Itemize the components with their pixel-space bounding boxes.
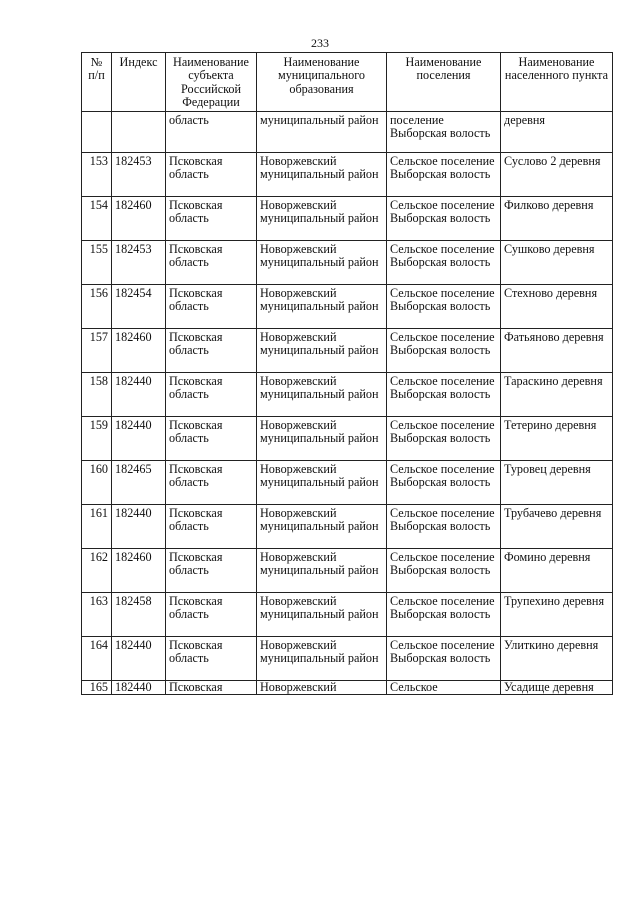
table-row-continuation — [82, 112, 613, 153]
cell-subject: Псковская область — [166, 153, 257, 197]
cell-subject: Псковская область — [166, 329, 257, 373]
cell-number: 158 — [82, 373, 112, 417]
header-subject: Наименование субъекта Российской Федерации — [166, 53, 257, 112]
table-row — [82, 637, 613, 681]
header-locality: Наименование населенного пункта — [501, 53, 613, 112]
cell-settlement: Сельское поселение Выборская волость — [387, 373, 501, 417]
cell-subject: Псковская область — [166, 285, 257, 329]
cell-index: 182453 — [112, 241, 166, 285]
table-row — [82, 285, 613, 329]
table-row — [82, 505, 613, 549]
cell-subject: Псковская область — [166, 593, 257, 637]
cell-index: 182460 — [112, 197, 166, 241]
cell-locality: Усадище деревня — [501, 681, 613, 695]
page-number: 233 — [311, 36, 329, 50]
cell-locality: деревня — [501, 112, 613, 153]
settlements-table — [81, 52, 613, 695]
cell-municipality: Новоржевский муниципальный район — [257, 505, 387, 549]
cell-index: 182440 — [112, 417, 166, 461]
table-row — [82, 153, 613, 197]
cell-index: 182454 — [112, 285, 166, 329]
table-row — [82, 241, 613, 285]
cell-locality: Суслово 2 деревня — [501, 153, 613, 197]
table-row — [82, 329, 613, 373]
cell-subject: Псковская область — [166, 549, 257, 593]
cell-locality: Улиткино деревня — [501, 637, 613, 681]
cell-municipality: Новоржевский муниципальный район — [257, 329, 387, 373]
cell-municipality: Новоржевский муниципальный район — [257, 241, 387, 285]
table-row — [82, 197, 613, 241]
cell-settlement: Сельское поселение Выборская волость — [387, 637, 501, 681]
cell-municipality: муниципальный район — [257, 112, 387, 153]
table-row — [82, 461, 613, 505]
header-settlement: Наименование поселения — [387, 53, 501, 112]
cell-subject: область — [166, 112, 257, 153]
cell-number: 154 — [82, 197, 112, 241]
cell-locality: Трупехино деревня — [501, 593, 613, 637]
cell-subject: Псковская область — [166, 373, 257, 417]
cell-municipality: Новоржевский — [257, 681, 387, 695]
cell-number: 165 — [82, 681, 112, 695]
cell-settlement: Сельское — [387, 681, 501, 695]
cell-subject: Псковская область — [166, 197, 257, 241]
cell-locality: Тараскино деревня — [501, 373, 613, 417]
cell-municipality: Новоржевский муниципальный район — [257, 417, 387, 461]
cell-locality: Стехново деревня — [501, 285, 613, 329]
cell-index: 182458 — [112, 593, 166, 637]
cell-municipality: Новоржевский муниципальный район — [257, 285, 387, 329]
cell-locality: Филково деревня — [501, 197, 613, 241]
cell-settlement: Сельское поселение Выборская волость — [387, 505, 501, 549]
cell-subject: Псковская область — [166, 417, 257, 461]
table-row — [82, 373, 613, 417]
cell-settlement: Сельское поселение Выборская волость — [387, 197, 501, 241]
cell-number: 156 — [82, 285, 112, 329]
cell-index: 182440 — [112, 637, 166, 681]
cell-municipality: Новоржевский муниципальный район — [257, 549, 387, 593]
cell-municipality: Новоржевский муниципальный район — [257, 461, 387, 505]
cell-municipality: Новоржевский муниципальный район — [257, 153, 387, 197]
cell-settlement: Сельское поселение Выборская волость — [387, 241, 501, 285]
cell-index: 182440 — [112, 681, 166, 695]
cell-index: 182460 — [112, 329, 166, 373]
cell-number: 157 — [82, 329, 112, 373]
cell-number: 163 — [82, 593, 112, 637]
cell-locality: Туровец деревня — [501, 461, 613, 505]
cell-municipality: Новоржевский муниципальный район — [257, 637, 387, 681]
cell-index — [112, 112, 166, 153]
cell-settlement: Сельское поселение Выборская волость — [387, 153, 501, 197]
cell-index: 182440 — [112, 373, 166, 417]
cell-locality: Фомино деревня — [501, 549, 613, 593]
cell-index: 182460 — [112, 549, 166, 593]
cell-subject: Псковская область — [166, 461, 257, 505]
cell-number — [82, 112, 112, 153]
cell-subject: Псковская область — [166, 637, 257, 681]
cell-locality: Трубачево деревня — [501, 505, 613, 549]
cell-locality: Фатьяново деревня — [501, 329, 613, 373]
table-header-row — [82, 53, 613, 112]
cell-municipality: Новоржевский муниципальный район — [257, 593, 387, 637]
cell-number: 162 — [82, 549, 112, 593]
cell-settlement: поселение Выборская волость — [387, 112, 501, 153]
table-row — [82, 417, 613, 461]
cell-settlement: Сельское поселение Выборская волость — [387, 549, 501, 593]
table-row-partial — [82, 681, 613, 695]
header-municipality: Наименование муниципального образования — [257, 53, 387, 112]
cell-index: 182453 — [112, 153, 166, 197]
cell-number: 153 — [82, 153, 112, 197]
cell-index: 182440 — [112, 505, 166, 549]
cell-number: 159 — [82, 417, 112, 461]
cell-subject: Псковская — [166, 681, 257, 695]
table-body — [82, 112, 613, 695]
cell-settlement: Сельское поселение Выборская волость — [387, 417, 501, 461]
cell-municipality: Новоржевский муниципальный район — [257, 373, 387, 417]
header-number: № п/п — [82, 53, 112, 112]
header-index: Индекс — [112, 53, 166, 112]
cell-settlement: Сельское поселение Выборская волость — [387, 329, 501, 373]
cell-number: 164 — [82, 637, 112, 681]
cell-number: 161 — [82, 505, 112, 549]
cell-locality: Тетерино деревня — [501, 417, 613, 461]
table-row — [82, 549, 613, 593]
cell-settlement: Сельское поселение Выборская волость — [387, 461, 501, 505]
cell-number: 155 — [82, 241, 112, 285]
table-row — [82, 593, 613, 637]
cell-municipality: Новоржевский муниципальный район — [257, 197, 387, 241]
cell-number: 160 — [82, 461, 112, 505]
cell-subject: Псковская область — [166, 241, 257, 285]
cell-index: 182465 — [112, 461, 166, 505]
cell-locality: Сушково деревня — [501, 241, 613, 285]
cell-settlement: Сельское поселение Выборская волость — [387, 285, 501, 329]
cell-settlement: Сельское поселение Выборская волость — [387, 593, 501, 637]
cell-subject: Псковская область — [166, 505, 257, 549]
